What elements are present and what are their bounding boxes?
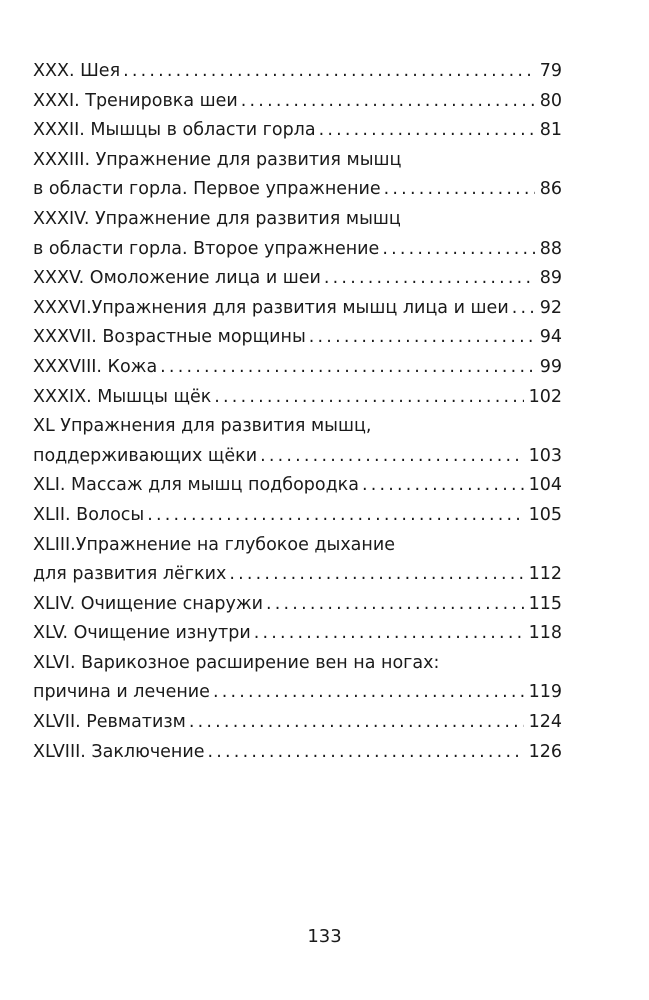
toc-entry-page: 88 bbox=[539, 238, 562, 259]
toc-entry bbox=[33, 264, 562, 294]
toc-entry-title: XLVI. Варикозное расширение вен на ногах: bbox=[33, 652, 440, 673]
toc-entry bbox=[33, 116, 562, 146]
toc-entry-title: XXX. Шея bbox=[33, 61, 121, 81]
toc-entry-title: в области горла. Второе упражнение bbox=[33, 238, 380, 259]
toc-entry-title: XXXVI.Упражнения для развития мышц лица и шеи bbox=[33, 297, 509, 318]
toc-dot-leader bbox=[214, 383, 523, 413]
toc-entry-title: XLVIII. Заключение bbox=[33, 741, 205, 762]
toc-dot-leader bbox=[324, 264, 535, 294]
toc-dot-leader bbox=[362, 471, 524, 501]
toc-entry-page: 119 bbox=[528, 682, 562, 703]
toc-dot-leader bbox=[160, 353, 535, 383]
toc-entry-title: XLII. Волосы bbox=[33, 504, 145, 525]
toc-entry bbox=[33, 175, 562, 205]
toc-entry-page: 105 bbox=[528, 504, 562, 525]
toc-entry-page: 81 bbox=[539, 120, 562, 141]
toc-entry-title: XXXVIII. Кожа bbox=[33, 356, 158, 377]
toc-dot-leader bbox=[260, 442, 523, 472]
toc-entry bbox=[33, 235, 562, 265]
toc-entry-page: 124 bbox=[528, 712, 562, 733]
toc-entry bbox=[33, 294, 562, 324]
toc-dot-leader bbox=[254, 619, 524, 649]
toc-entry-title: XXXIII. Упражнение для развития мышц bbox=[33, 149, 402, 170]
toc-entry-page: 104 bbox=[528, 475, 562, 496]
toc-dot-leader bbox=[208, 738, 524, 768]
toc-entry-title: XXXIX. Мышцы щёк bbox=[33, 386, 212, 407]
toc-dot-leader bbox=[123, 57, 535, 87]
toc-entry-continued bbox=[33, 146, 562, 176]
toc-entry-title: XL Упражнения для развития мышц, bbox=[33, 416, 372, 437]
toc-dot-leader bbox=[512, 294, 535, 324]
toc-entry-page: 86 bbox=[539, 179, 562, 200]
toc-entry-title: XXXI. Тренировка шеи bbox=[33, 90, 238, 111]
toc-entry-page: 102 bbox=[528, 386, 562, 407]
toc-entry bbox=[33, 442, 562, 472]
toc-entry-page: 115 bbox=[528, 593, 562, 614]
toc-entry-continued bbox=[33, 531, 562, 561]
toc-entry-continued bbox=[33, 412, 562, 442]
toc-entry-page: 89 bbox=[539, 268, 562, 289]
toc-entry-page: 103 bbox=[528, 445, 562, 466]
toc-entry-title: XLI. Массаж для мышц подбородка bbox=[33, 475, 359, 496]
toc-entry-title: XXXIV. Упражнение для развития мышц bbox=[33, 208, 401, 229]
toc-entry bbox=[33, 471, 562, 501]
toc-dot-leader bbox=[384, 175, 535, 205]
toc-entry-title: XLVII. Ревматизм bbox=[33, 712, 186, 733]
toc-dot-leader bbox=[266, 590, 524, 620]
toc-entry-title: XLIII.Упражнение на глубокое дыхание bbox=[33, 534, 395, 555]
toc-entry-page: 79 bbox=[539, 61, 562, 81]
toc-dot-leader bbox=[309, 323, 535, 353]
toc-dot-leader bbox=[229, 560, 523, 590]
toc-entry bbox=[33, 590, 562, 620]
toc-entry bbox=[33, 738, 562, 768]
toc-entry-continued bbox=[33, 649, 562, 679]
toc-entry-continued bbox=[33, 205, 562, 235]
toc-entry-page: 94 bbox=[539, 327, 562, 348]
toc-entry-page: 118 bbox=[528, 623, 562, 644]
toc-entry bbox=[33, 708, 562, 738]
toc-entry bbox=[33, 323, 562, 353]
toc-entry bbox=[33, 87, 562, 117]
toc-dot-leader bbox=[213, 678, 524, 708]
toc-entry bbox=[33, 57, 562, 87]
toc-dot-leader bbox=[382, 235, 534, 265]
toc-entry-title: XLIV. Очищение снаружи bbox=[33, 593, 264, 614]
toc-entry-title: причина и лечение bbox=[33, 682, 210, 703]
toc-entry bbox=[33, 619, 562, 649]
toc-dot-leader bbox=[319, 116, 535, 146]
toc-entry-title: в области горла. Первое упражнение bbox=[33, 179, 381, 200]
toc-entry-title: XLV. Очищение изнутри bbox=[33, 623, 251, 644]
toc-entry-title: поддерживающих щёки bbox=[33, 445, 258, 466]
toc-entry-page: 92 bbox=[539, 297, 562, 318]
toc-entry-title: XXXV. Омоложение лица и шеи bbox=[33, 268, 321, 289]
toc-dot-leader bbox=[189, 708, 524, 738]
table-of-contents bbox=[33, 57, 562, 767]
toc-entry-title: XXXVII. Возрастные морщины bbox=[33, 327, 306, 348]
toc-entry-page: 112 bbox=[528, 564, 562, 585]
toc-entry-page: 80 bbox=[539, 90, 562, 111]
toc-entry bbox=[33, 560, 562, 590]
toc-entry bbox=[33, 353, 562, 383]
toc-dot-leader bbox=[241, 87, 535, 117]
toc-entry bbox=[33, 501, 562, 531]
page-number: 133 bbox=[307, 926, 342, 947]
toc-entry-title: XXXII. Мышцы в области горла bbox=[33, 120, 316, 141]
toc-dot-leader bbox=[147, 501, 523, 531]
toc-entry bbox=[33, 678, 562, 708]
toc-entry-title: для развития лёгких bbox=[33, 564, 227, 585]
toc-entry-page: 126 bbox=[528, 741, 562, 762]
toc-entry-page: 99 bbox=[539, 356, 562, 377]
toc-entry bbox=[33, 383, 562, 413]
